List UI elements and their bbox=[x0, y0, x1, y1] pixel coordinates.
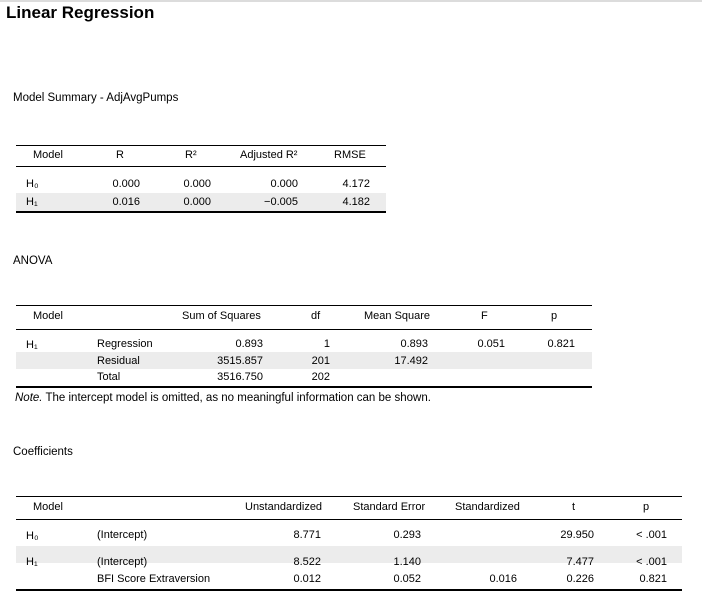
note-text: The intercept model is omitted, as no meaningful information can be shown. bbox=[42, 392, 431, 404]
col-header-unstandardized: Unstandardized bbox=[245, 501, 323, 513]
cell-unstandardized: 0.012 bbox=[293, 573, 321, 585]
cell-adjusted-r2: 0.000 bbox=[270, 178, 298, 190]
row-model-h1: H₁ bbox=[26, 196, 38, 208]
coefficients-title: Coefficients bbox=[13, 446, 73, 458]
cell-sum-of-squares: 3516.750 bbox=[217, 371, 263, 383]
col-header-standard-error: Standard Error bbox=[353, 501, 426, 513]
col-header-rmse: RMSE bbox=[334, 149, 366, 161]
cell-sum-of-squares: 3515.857 bbox=[217, 355, 263, 367]
row-term-intercept: (Intercept) bbox=[97, 529, 148, 541]
page-title: Linear Regression bbox=[6, 3, 155, 22]
row-model-h1: H₁ bbox=[26, 556, 38, 568]
cell-standard-error: 0.052 bbox=[393, 573, 421, 585]
cell-r2: 0.000 bbox=[183, 196, 211, 208]
cell-p: 0.821 bbox=[547, 338, 575, 350]
cell-t: 29.950 bbox=[560, 529, 594, 541]
row-term-residual: Residual bbox=[97, 355, 140, 367]
cell-p: < .001 bbox=[636, 556, 667, 568]
anova-note bbox=[15, 392, 431, 404]
top-divider bbox=[0, 0, 702, 2]
cell-df: 1 bbox=[323, 338, 330, 350]
row-term-total: Total bbox=[97, 371, 121, 383]
col-header-p: p bbox=[551, 310, 558, 322]
cell-t: 7.477 bbox=[566, 556, 594, 568]
col-header-df: df bbox=[311, 310, 321, 322]
cell-mean-square: 0.893 bbox=[400, 338, 428, 350]
row-term-bfi-extraversion: BFI Score Extraversion bbox=[97, 573, 211, 585]
model-summary-table bbox=[16, 145, 386, 213]
col-header-f: F bbox=[481, 310, 488, 322]
row-model-h0: H₀ bbox=[26, 178, 39, 190]
anova-table bbox=[16, 305, 592, 390]
cell-df: 201 bbox=[311, 355, 330, 367]
cell-r: 0.000 bbox=[112, 178, 140, 190]
row-model-h0: H₀ bbox=[26, 530, 39, 542]
col-header-r: R bbox=[116, 149, 124, 161]
cell-mean-square: 17.492 bbox=[394, 355, 428, 367]
col-header-r2: R² bbox=[185, 149, 197, 161]
cell-p: 0.821 bbox=[639, 573, 667, 585]
row-term-intercept: (Intercept) bbox=[97, 556, 148, 568]
cell-unstandardized: 8.522 bbox=[293, 556, 321, 568]
cell-adjusted-r2: −0.005 bbox=[264, 196, 298, 208]
col-header-model: Model bbox=[33, 310, 63, 322]
cell-r2: 0.000 bbox=[183, 178, 211, 190]
cell-p: < .001 bbox=[636, 529, 667, 541]
col-header-adjusted-r2: Adjusted R² bbox=[240, 149, 298, 161]
cell-f: 0.051 bbox=[477, 338, 505, 350]
col-header-mean-square: Mean Square bbox=[364, 310, 431, 322]
cell-df: 202 bbox=[311, 371, 330, 383]
coefficients-table bbox=[16, 496, 682, 595]
row-term-regression: Regression bbox=[97, 338, 153, 350]
col-header-model: Model bbox=[33, 149, 63, 161]
cell-rmse: 4.172 bbox=[342, 178, 370, 190]
cell-t: 0.226 bbox=[566, 573, 594, 585]
cell-unstandardized: 8.771 bbox=[293, 529, 321, 541]
col-header-model: Model bbox=[33, 501, 63, 513]
col-header-p: p bbox=[643, 501, 650, 513]
cell-standardized: 0.016 bbox=[489, 573, 517, 585]
col-header-sum-of-squares: Sum of Squares bbox=[182, 310, 261, 322]
cell-r: 0.016 bbox=[112, 196, 140, 208]
model-summary-title: Model Summary - AdjAvgPumps bbox=[13, 92, 179, 104]
anova-title: ANOVA bbox=[13, 255, 53, 267]
cell-sum-of-squares: 0.893 bbox=[235, 338, 263, 350]
cell-rmse: 4.182 bbox=[342, 196, 370, 208]
col-header-t: t bbox=[572, 501, 576, 513]
cell-standard-error: 1.140 bbox=[393, 556, 421, 568]
row-model-h1: H₁ bbox=[26, 339, 38, 351]
cell-standard-error: 0.293 bbox=[393, 529, 421, 541]
note-label: Note. bbox=[15, 392, 43, 404]
col-header-standardized: Standardized bbox=[455, 501, 520, 513]
